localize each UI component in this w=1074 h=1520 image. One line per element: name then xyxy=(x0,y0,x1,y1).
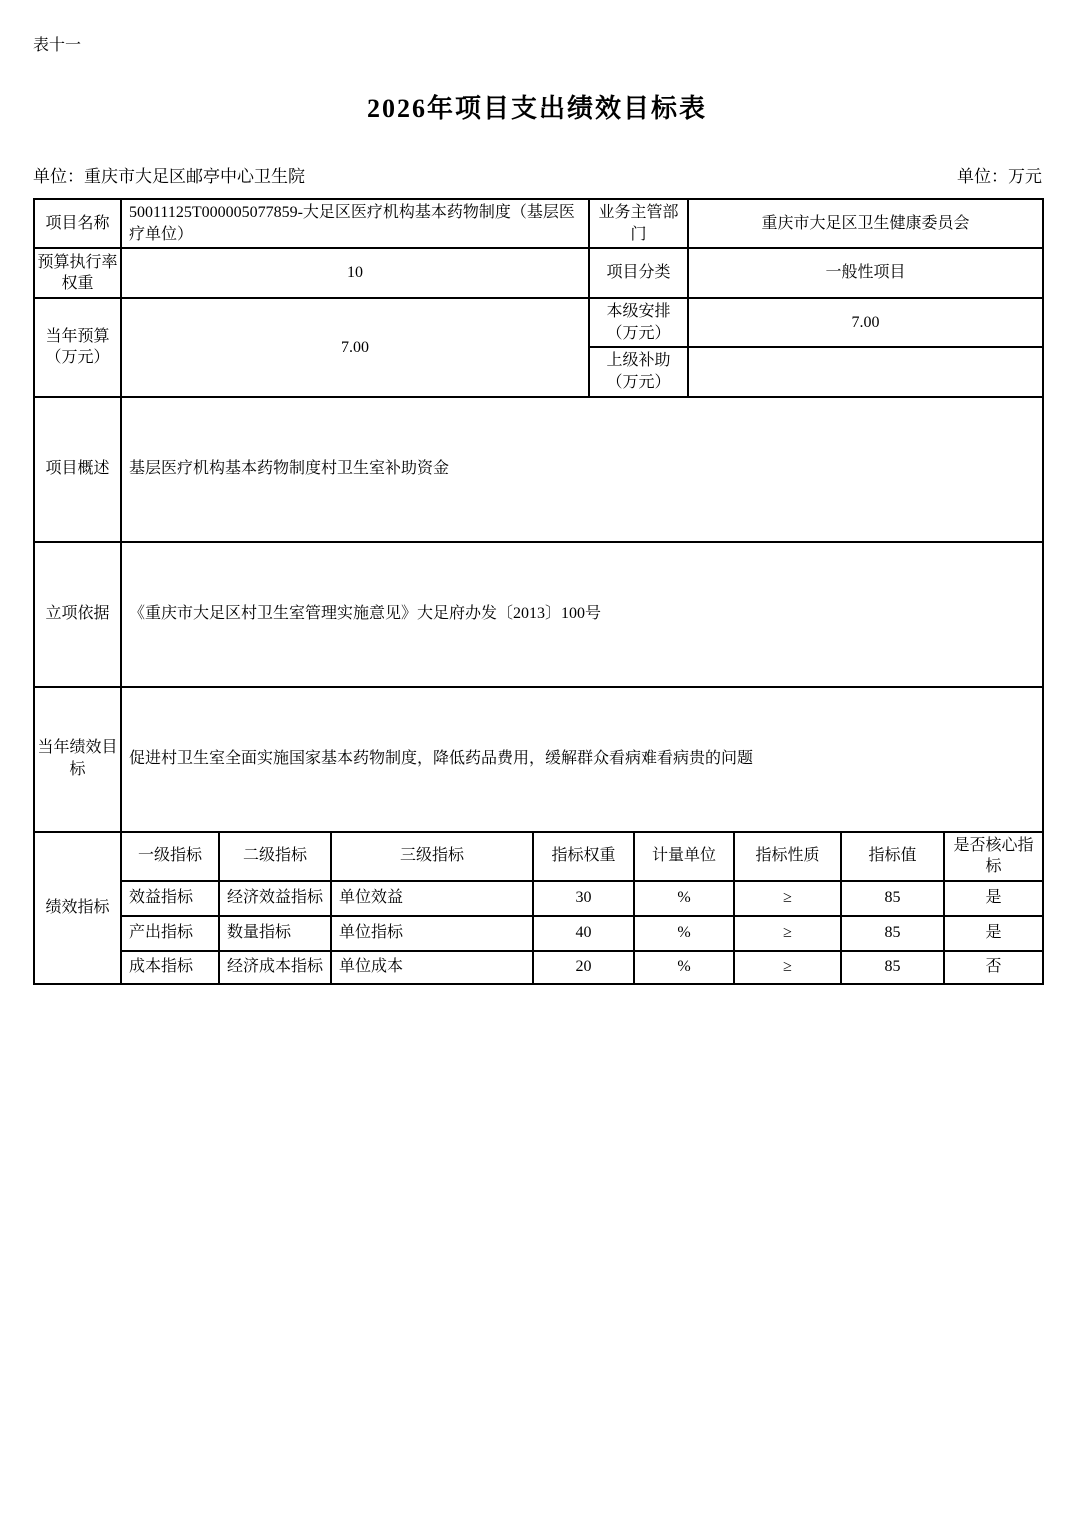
reporting-unit: 单位：重庆市大足区邮亭中心卫生院 xyxy=(33,167,305,186)
indicator-weight: 20 xyxy=(533,951,634,984)
local-arrangement-value: 7.00 xyxy=(688,298,1043,347)
table-row xyxy=(34,397,1043,542)
indicator-weight: 30 xyxy=(533,881,634,916)
project-name-label: 项目名称 xyxy=(34,199,121,248)
superior-subsidy-value xyxy=(688,347,1043,396)
indicator-value: 85 xyxy=(841,881,944,916)
indicator-weight: 40 xyxy=(533,916,634,951)
indicator-nature: ≥ xyxy=(734,881,841,916)
indicator-level1: 产出指标 xyxy=(121,916,219,951)
indicators-header-row xyxy=(34,832,1043,881)
indicator-row xyxy=(34,951,1043,984)
budget-rate-value: 10 xyxy=(121,248,589,298)
year-budget-value: 7.00 xyxy=(121,298,589,396)
form-number: 表十一 xyxy=(33,37,82,54)
indicator-row xyxy=(34,881,1043,916)
overview-label: 项目概述 xyxy=(34,397,121,542)
indicator-core: 是 xyxy=(944,881,1043,916)
dept-label: 业务主管部门 xyxy=(589,199,688,248)
basis-value: 《重庆市大足区村卫生室管理实施意见》大足府办发〔2013〕100号 xyxy=(121,542,1043,687)
budget-rate-label: 预算执行率权重 xyxy=(34,248,121,298)
indicator-unit: % xyxy=(634,916,734,951)
indicator-core: 是 xyxy=(944,916,1043,951)
indicator-level2: 经济成本指标 xyxy=(219,951,331,984)
indicator-core: 否 xyxy=(944,951,1043,984)
indicator-value: 85 xyxy=(841,916,944,951)
superior-subsidy-label: 上级补助（万元） xyxy=(589,347,688,396)
local-arrangement-label: 本级安排（万元） xyxy=(589,298,688,347)
col-header-level1: 一级指标 xyxy=(121,832,219,881)
indicators-section-label: 绩效指标 xyxy=(34,832,121,984)
table-row xyxy=(34,248,1043,298)
indicator-level3: 单位指标 xyxy=(331,916,533,951)
table-row xyxy=(34,542,1043,687)
overview-value: 基层医疗机构基本药物制度村卫生室补助资金 xyxy=(121,397,1043,542)
indicator-level1: 成本指标 xyxy=(121,951,219,984)
annual-goal-label: 当年绩效目标 xyxy=(34,687,121,832)
annual-goal-value: 促进村卫生室全面实施国家基本药物制度，降低药品费用，缓解群众看病难看病贵的问题 xyxy=(121,687,1043,832)
year-budget-label: 当年预算（万元） xyxy=(34,298,121,396)
performance-target-table xyxy=(33,198,1042,985)
indicator-level1: 效益指标 xyxy=(121,881,219,916)
col-header-weight: 指标权重 xyxy=(533,832,634,881)
indicator-value: 85 xyxy=(841,951,944,984)
category-value: 一般性项目 xyxy=(688,248,1043,298)
indicator-nature: ≥ xyxy=(734,951,841,984)
page-title: 2026年项目支出绩效目标表 xyxy=(366,94,707,123)
dept-value: 重庆市大足区卫生健康委员会 xyxy=(688,199,1043,248)
table-row xyxy=(34,199,1043,248)
col-header-core: 是否核心指标 xyxy=(944,832,1043,881)
col-header-nature: 指标性质 xyxy=(734,832,841,881)
project-info-table xyxy=(33,198,1044,833)
indicator-unit: % xyxy=(634,881,734,916)
indicator-level3: 单位效益 xyxy=(331,881,533,916)
col-header-unit: 计量单位 xyxy=(634,832,734,881)
indicator-level2: 数量指标 xyxy=(219,916,331,951)
col-header-value: 指标值 xyxy=(841,832,944,881)
col-header-level2: 二级指标 xyxy=(219,832,331,881)
table-row xyxy=(34,298,1043,347)
indicator-nature: ≥ xyxy=(734,916,841,951)
indicator-unit: % xyxy=(634,951,734,984)
project-name-value: 50011125T000005077859-大足区医疗机构基本药物制度（基层医疗单位） xyxy=(121,199,589,248)
basis-label: 立项依据 xyxy=(34,542,121,687)
indicator-level2: 经济效益指标 xyxy=(219,881,331,916)
indicators-table xyxy=(33,831,1044,985)
indicator-row xyxy=(34,916,1043,951)
col-header-level3: 三级指标 xyxy=(331,832,533,881)
indicator-level3: 单位成本 xyxy=(331,951,533,984)
unit-line xyxy=(33,162,1042,187)
currency-unit: 单位：万元 xyxy=(957,167,1042,186)
table-row xyxy=(34,687,1043,832)
category-label: 项目分类 xyxy=(589,248,688,298)
